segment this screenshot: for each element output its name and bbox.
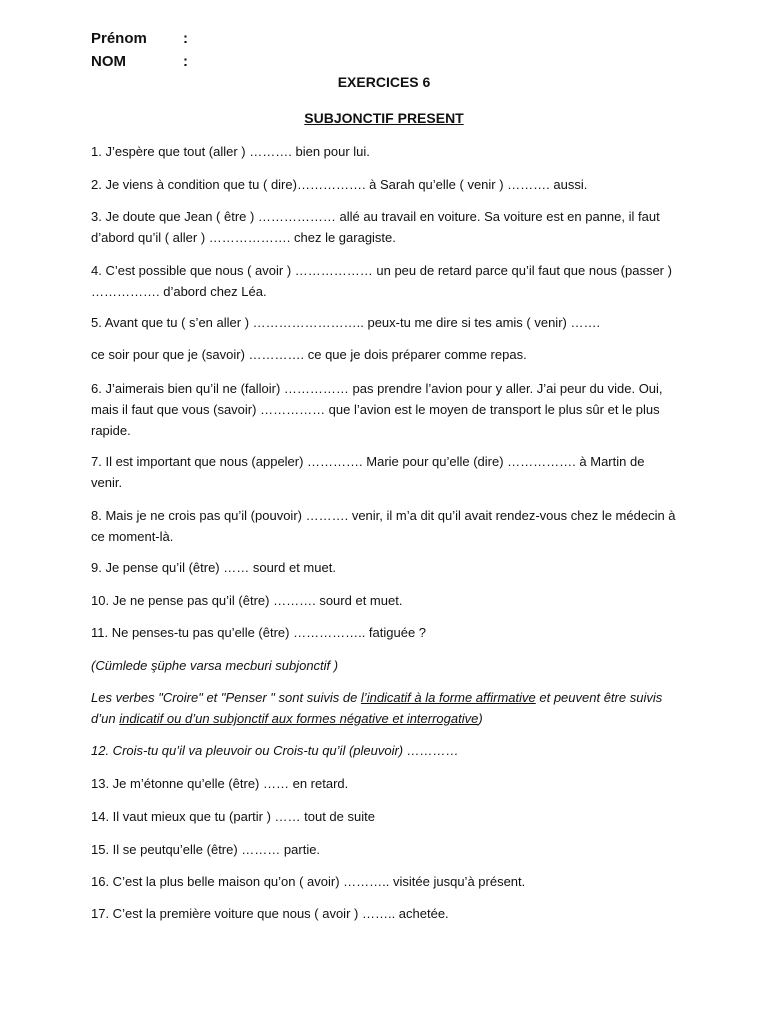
exercise-6: 6. J’aimerais bien qu’il ne (falloir) …………… pas prendre l’avion pour y aller. J’ai peur du vide. Oui, mais il faut que vous (savoir) …………… que l’avion est le moyen de transport le plus sûr et le plus rapide. bbox=[91, 381, 663, 438]
exercise-2: 2. Je viens à condition que tu ( dire)……………. à Sarah qu’elle ( venir ) ………. aussi. bbox=[91, 177, 588, 192]
exercise-1: 1. J’espère que tout (aller ) ………. bien pour lui. bbox=[91, 144, 370, 159]
exercise-12: 12. Crois-tu qu’il va pleuvoir ou Crois-tu qu’il (pleuvoir) ………… bbox=[91, 743, 459, 758]
note-underlined-1: l’indicatif à la forme affirmative bbox=[360, 690, 536, 705]
page-subtitle: SUBJONCTIF PRESENT bbox=[304, 110, 464, 126]
exercise-8: 8. Mais je ne crois pas qu’il (pouvoir) ………. venir, il m’a dit qu’il avait rendez-vous chez le médecin à ce moment-là. bbox=[91, 508, 676, 544]
prenom-colon: : bbox=[183, 30, 188, 47]
exercise-5-continued: ce soir pour que je (savoir) …………. ce que je dois préparer comme repas. bbox=[91, 347, 527, 362]
student-header bbox=[91, 27, 188, 73]
nom-label: NOM bbox=[91, 53, 126, 70]
exercise-14: 14. Il vaut mieux que tu (partir ) …… tout de suite bbox=[91, 809, 375, 824]
exercise-7: 7. Il est important que nous (appeler) …………. Marie pour qu’elle (dire) ……………. à Martin de venir. bbox=[91, 454, 645, 490]
exercise-11: 11. Ne penses-tu pas qu’elle (être) …………….. fatiguée ? bbox=[91, 625, 427, 640]
exercise-16: 16. C’est la plus belle maison qu’on ( avoir) ……….. visitée jusqu’à présent. bbox=[91, 874, 526, 889]
exercise-10: 10. Je ne pense pas qu’il (être) ………. sourd et muet. bbox=[91, 593, 403, 608]
page-title: EXERCICES 6 bbox=[337, 74, 431, 90]
exercise-17: 17. C’est la première voiture que nous ( avoir ) …….. achetée. bbox=[91, 906, 449, 921]
nom-row bbox=[91, 50, 188, 73]
note-text-2: et peuvent être suivis d’un bbox=[91, 690, 663, 726]
exercise-9: 9. Je pense qu’il (être) …… sourd et muet. bbox=[91, 560, 336, 575]
nom-colon: : bbox=[183, 53, 188, 70]
note-text-1: Les verbes "Croire" et "Penser " sont suivis de bbox=[91, 690, 361, 705]
note-doubt: (Cümlede şüphe varsa mecburi subjonctif ) bbox=[91, 658, 339, 673]
exercise-4: 4. C’est possible que nous ( avoir ) ……………… un peu de retard parce qu’il faut que nous (passer ) ……………. d’abord chez Léa. bbox=[91, 263, 672, 299]
prenom-row bbox=[91, 27, 188, 50]
prenom-label: Prénom bbox=[91, 30, 147, 47]
exercise-13: 13. Je m’étonne qu’elle (être) …… en retard. bbox=[91, 776, 349, 791]
exercise-5: 5. Avant que tu ( s’en aller ) …………………….. peux-tu me dire si tes amis ( venir) ……. bbox=[91, 315, 601, 330]
note-text-3: ) bbox=[478, 711, 483, 726]
note-croire-penser bbox=[91, 687, 676, 729]
exercise-15: 15. Il se peutqu’elle (être) ……… partie. bbox=[91, 842, 321, 857]
note-underlined-2: indicatif ou d’un subjonctif aux formes négative et interrogative bbox=[119, 711, 479, 726]
exercise-3: 3. Je doute que Jean ( être ) ……………… allé au travail en voiture. Sa voiture est en panne, il faut d’abord qu’il ( aller ) ………………. chez le garagiste. bbox=[91, 209, 660, 245]
